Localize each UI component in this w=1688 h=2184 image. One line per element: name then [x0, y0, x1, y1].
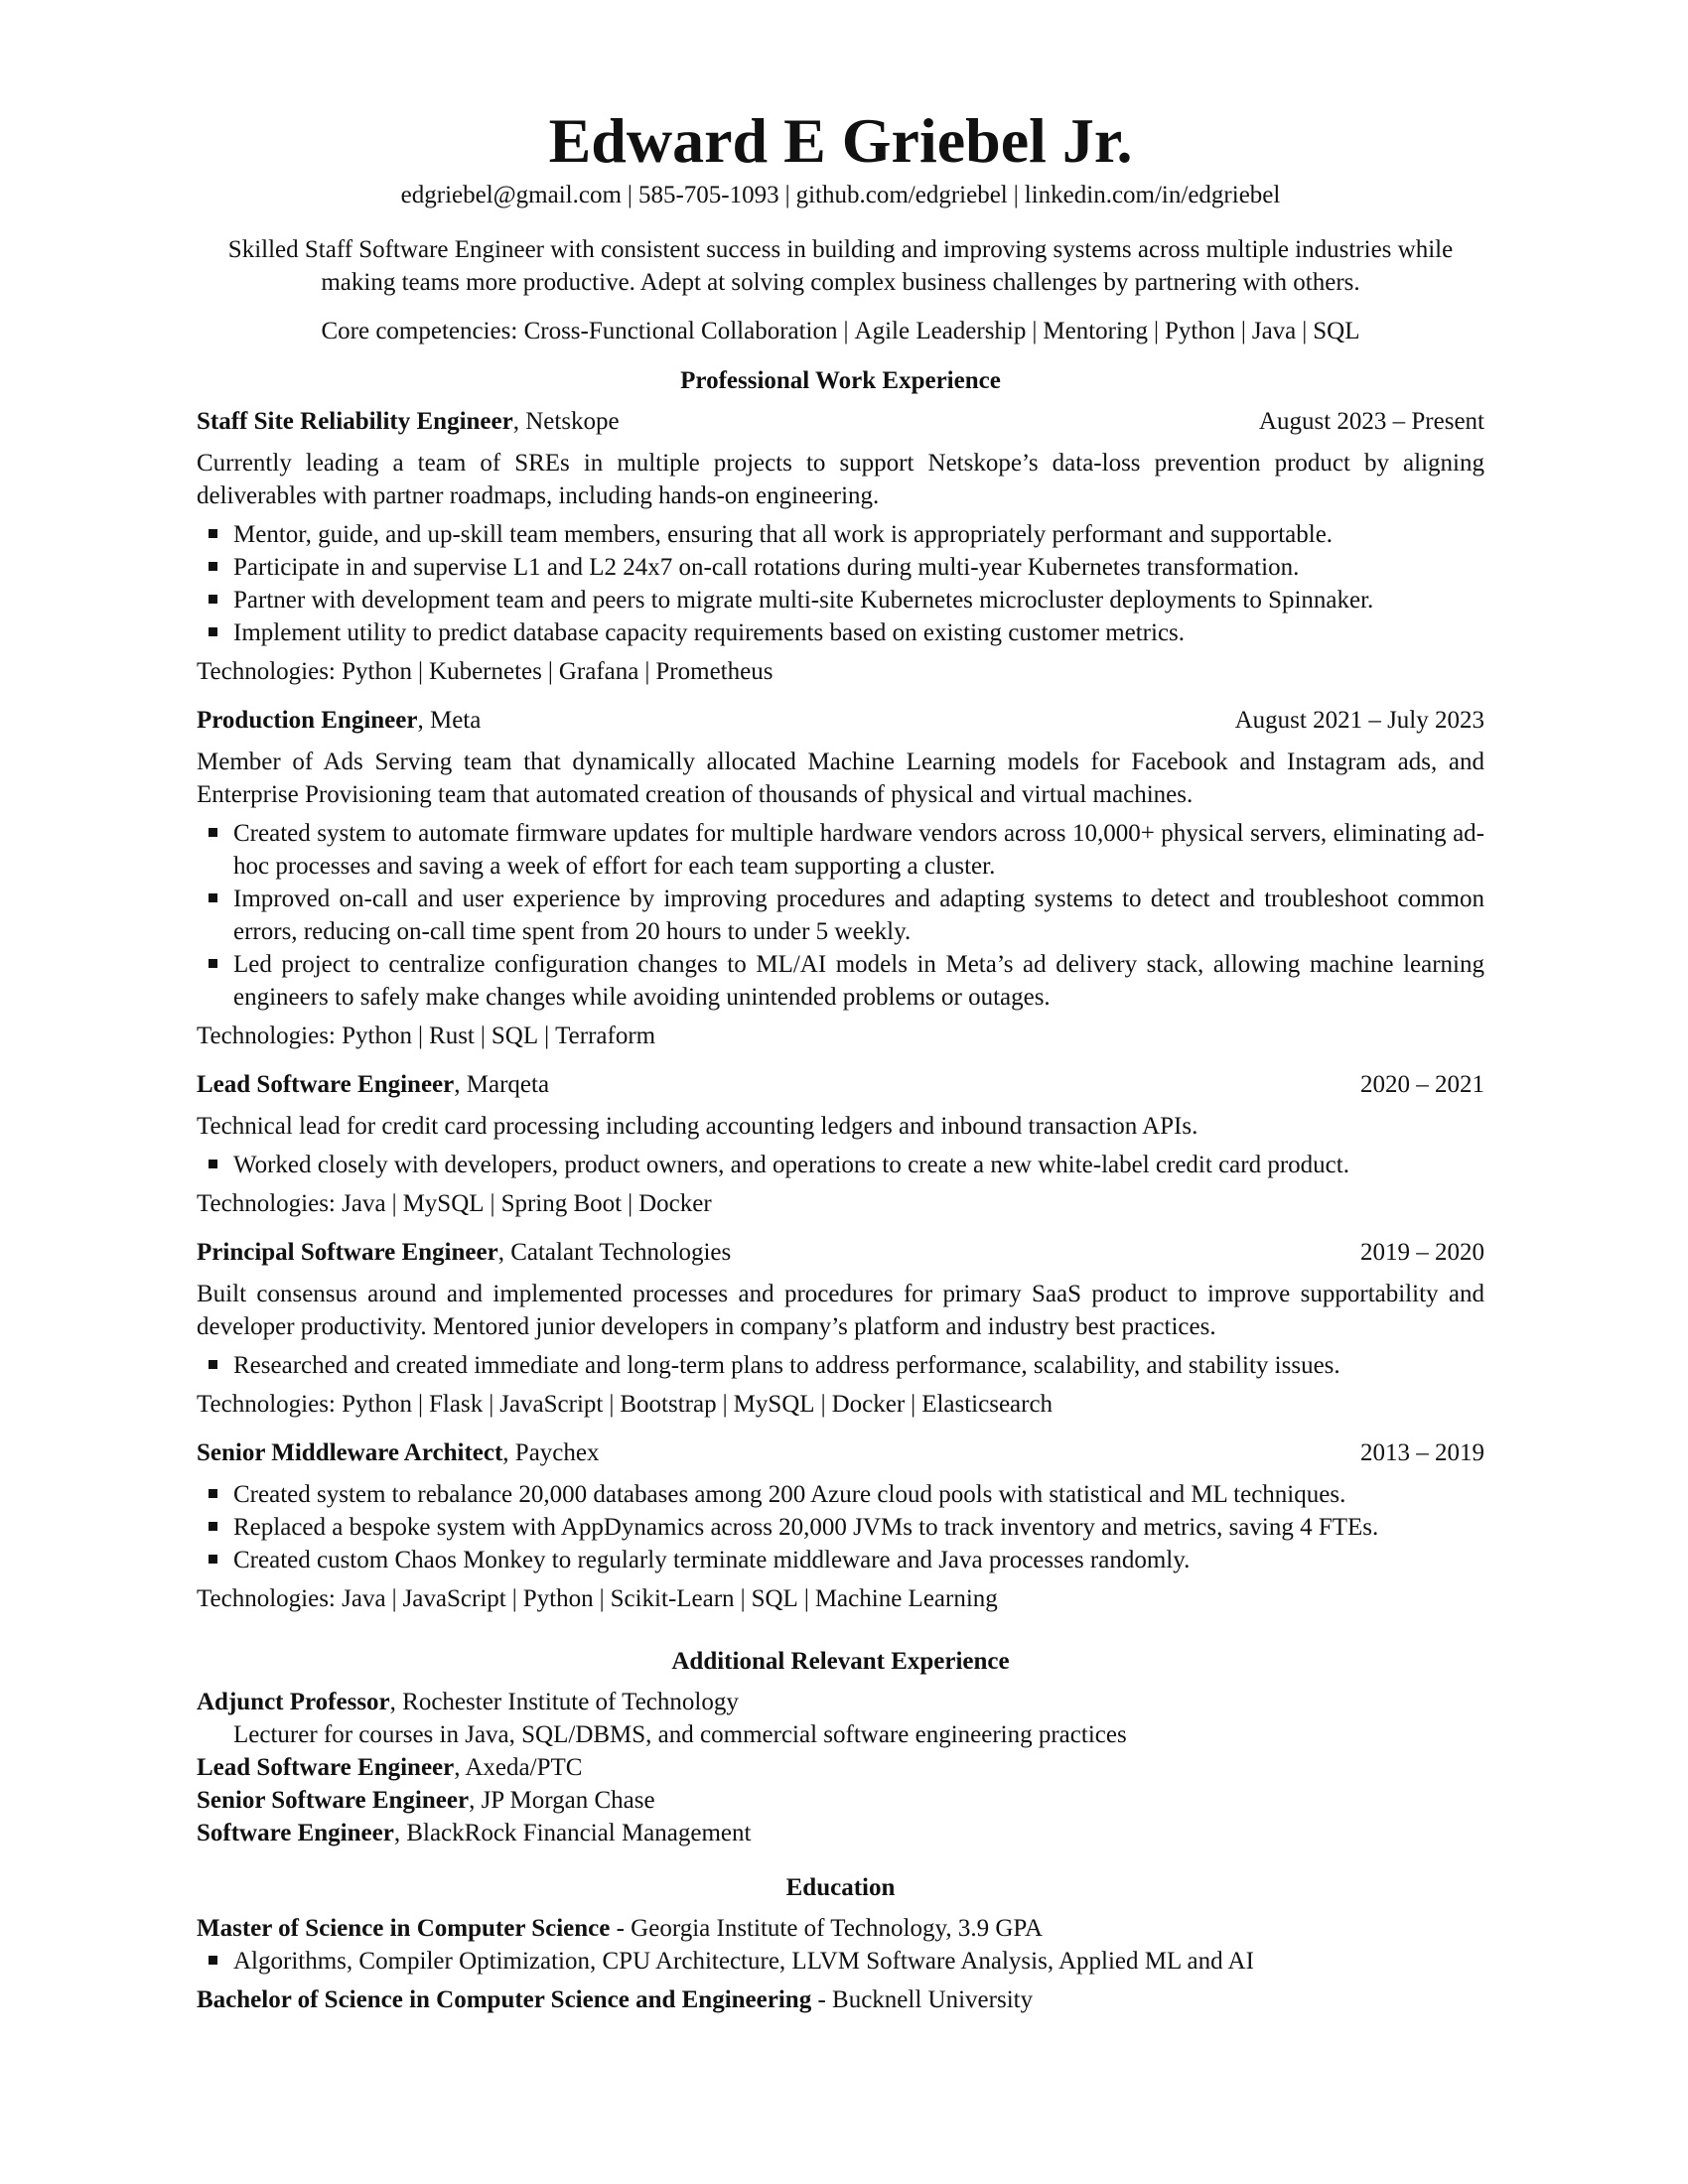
technologies-line	[197, 1582, 1484, 1615]
technology: MySQL	[402, 1190, 485, 1217]
degree-entry	[197, 1983, 1484, 2016]
technology: Docker	[638, 1190, 712, 1217]
technologies-label: Technologies:	[197, 1391, 336, 1418]
separator: |	[627, 182, 633, 208]
bullet-list	[197, 817, 1484, 1014]
additional-item	[197, 1817, 1484, 1849]
job-role	[197, 1436, 600, 1469]
coursework: Algorithms, Compiler Optimization, CPU Architecture, LLVM Software Analysis, Applied ML and AI	[233, 1948, 1254, 1975]
bullet-item	[233, 948, 1484, 1014]
job-header	[197, 1436, 1484, 1469]
bullet-text: Replaced a bespoke system with AppDynamics across 20,000 JVMs to track inventory and metrics, saving 4 FTEs.	[233, 1514, 1379, 1541]
job-entry	[197, 1068, 1484, 1220]
summary: Skilled Staff Software Engineer with consistent success in building and improving systems across multiple industries while making teams more productive. Adept at solving complex business challenges by partnering with others.	[227, 236, 1454, 296]
technology: JavaScript	[499, 1391, 604, 1418]
job-title: Lead Software Engineer	[197, 1071, 455, 1098]
bullet-item	[233, 518, 1484, 551]
technology: JavaScript	[402, 1585, 506, 1612]
contact-line	[197, 179, 1484, 211]
job-header	[197, 1068, 1484, 1101]
technology: Python	[342, 1391, 412, 1418]
technology: Flask	[429, 1391, 484, 1418]
square-bullet-icon	[209, 1555, 217, 1564]
bullet-item	[233, 1544, 1484, 1576]
bullet-text: Partner with development team and peers to migrate multi-site Kubernetes microcluster deployments to Spinnaker.	[233, 587, 1374, 614]
competency: Python	[1164, 318, 1235, 344]
technology: MySQL	[733, 1391, 815, 1418]
bullet-item	[233, 1945, 1484, 1978]
square-bullet-icon	[209, 529, 217, 538]
separator: |	[418, 658, 424, 685]
job-description: Member of Ads Serving team that dynamically allocated Machine Learning models for Facebook and Instagram ads, and Enterprise Provisioning team that automated creation of thousands of physical and virtual machines.	[197, 749, 1484, 808]
job-role	[197, 1068, 549, 1101]
job-entry	[197, 1436, 1484, 1615]
bullet-list	[197, 1149, 1484, 1181]
job-header	[197, 1236, 1484, 1269]
bullet-item	[233, 584, 1484, 616]
separator: |	[911, 1391, 916, 1418]
square-bullet-icon	[209, 1956, 217, 1965]
technology: SQL	[751, 1585, 798, 1612]
bullet-text: Led project to centralize configuration changes to ML/AI models in Meta’s ad delivery stack, allowing machine learning engineers to safely make changes while avoiding unintended problems or outages.	[233, 951, 1484, 1011]
bullet-item	[233, 817, 1484, 883]
square-bullet-icon	[209, 562, 217, 571]
phone[interactable]: 585-705-1093	[637, 182, 779, 208]
separator: |	[480, 1023, 486, 1049]
square-bullet-icon	[209, 1489, 217, 1498]
separator: |	[1153, 318, 1159, 344]
technology: Bootstrap	[620, 1391, 717, 1418]
job-description: Built consensus around and implemented processes and procedures for primary SaaS product to improve supportability and developer productivity. Mentored junior developers in company’s platform and industry best practices.	[197, 1281, 1484, 1340]
bullet-item	[233, 1511, 1484, 1544]
technology: Docker	[831, 1391, 906, 1418]
separator: |	[843, 318, 849, 344]
bullet-list	[197, 1349, 1484, 1382]
technology: Java	[342, 1190, 386, 1217]
job-role	[197, 405, 620, 438]
technologies-line	[197, 1020, 1484, 1052]
competencies-list	[524, 318, 1360, 344]
separator: |	[511, 1585, 517, 1612]
square-bullet-icon	[209, 828, 217, 837]
github-link[interactable]: github.com/edgriebel	[795, 182, 1008, 208]
technologies-label: Technologies:	[197, 1190, 336, 1217]
additional-item	[197, 1784, 1484, 1817]
organization: , Rochester Institute of Technology	[389, 1689, 739, 1715]
technology: Kubernetes	[429, 658, 542, 685]
bullet-item	[233, 616, 1484, 649]
organization: , JP Morgan Chase	[469, 1787, 655, 1814]
square-bullet-icon	[209, 1522, 217, 1531]
job-header	[197, 704, 1484, 737]
company-name: , Paychex	[502, 1439, 600, 1466]
bullet-text: Mentor, guide, and up-skill team members, ensuring that all work is appropriately performant and supportable.	[233, 521, 1334, 548]
competency: Agile Leadership	[854, 318, 1027, 344]
bullet-item	[233, 1149, 1484, 1181]
job-dates: August 2021 – July 2023	[1234, 707, 1484, 734]
bullet-item	[233, 551, 1484, 584]
technologies-line	[197, 655, 1484, 688]
technology: Python	[342, 1023, 412, 1049]
section-title-experience: Professional Work Experience	[680, 367, 1001, 394]
organization: , BlackRock Financial Management	[393, 1820, 752, 1846]
competency: Mentoring	[1043, 318, 1148, 344]
separator: |	[489, 1391, 494, 1418]
technology: Python	[522, 1585, 594, 1612]
separator: |	[547, 658, 553, 685]
separator: |	[490, 1190, 495, 1217]
separator: |	[609, 1391, 615, 1418]
technologies-label: Technologies:	[197, 1023, 336, 1049]
bullet-text: Created system to rebalance 20,000 databases among 200 Azure cloud pools with statistical and ML techniques.	[233, 1481, 1346, 1508]
job-title: Production Engineer	[197, 707, 418, 734]
square-bullet-icon	[209, 1160, 217, 1168]
email[interactable]: edgriebel@gmail.com	[400, 182, 622, 208]
separator: |	[722, 1391, 728, 1418]
job-title: Staff Site Reliability Engineer	[197, 408, 513, 435]
candidate-name: Edward E Griebel Jr.	[548, 105, 1133, 176]
degree-entry	[197, 1912, 1484, 1945]
job-header	[197, 405, 1484, 438]
job-entry	[197, 704, 1484, 1052]
separator: |	[391, 1190, 397, 1217]
technology: Java	[342, 1585, 386, 1612]
competency: Cross-Functional Collaboration	[523, 318, 838, 344]
job-dates: 2013 – 2019	[1360, 1439, 1484, 1466]
role-title: Software Engineer	[197, 1820, 394, 1846]
separator: |	[599, 1585, 605, 1612]
bullet-text: Created system to automate firmware updates for multiple hardware vendors across 10,000+ physical servers, eliminating ad-hoc processes and saving a week of effort for each team supporting a cluster.	[233, 820, 1484, 880]
job-title: Senior Middleware Architect	[197, 1439, 503, 1466]
competency: Java	[1251, 318, 1297, 344]
additional-item	[197, 1751, 1484, 1784]
technology: Grafana	[558, 658, 639, 685]
role-title: Adjunct Professor	[197, 1689, 390, 1715]
separator: |	[784, 182, 790, 208]
company-name: , Catalant Technologies	[497, 1239, 732, 1266]
technologies-label: Technologies:	[197, 1585, 336, 1612]
separator: |	[1240, 318, 1246, 344]
bullet-text: Created custom Chaos Monkey to regularly terminate middleware and Java processes randomly.	[233, 1547, 1191, 1573]
square-bullet-icon	[209, 893, 217, 902]
technology: Spring Boot	[500, 1190, 623, 1217]
square-bullet-icon	[209, 627, 217, 636]
bullet-item	[233, 1478, 1484, 1511]
square-bullet-icon	[209, 1360, 217, 1369]
technologies-label: Technologies:	[197, 658, 336, 685]
job-dates: August 2023 – Present	[1258, 408, 1484, 435]
education-list	[197, 1912, 1484, 2016]
competency: SQL	[1313, 318, 1360, 344]
separator: |	[418, 1391, 424, 1418]
square-bullet-icon	[209, 595, 217, 604]
technology: Elasticsearch	[921, 1391, 1054, 1418]
separator: |	[803, 1585, 809, 1612]
technology: Scikit-Learn	[610, 1585, 735, 1612]
additional-item	[197, 1686, 1484, 1718]
role-detail: Lecturer for courses in Java, SQL/DBMS, and commercial software engineering practices	[233, 1721, 1127, 1748]
technology: Machine Learning	[814, 1585, 998, 1612]
separator: |	[628, 1190, 633, 1217]
additional-experience-list	[197, 1686, 1484, 1849]
section-title-additional: Additional Relevant Experience	[671, 1648, 1010, 1675]
technology: Prometheus	[655, 658, 774, 685]
degree-name: Master of Science in Computer Science	[197, 1915, 611, 1942]
bullet-list	[197, 1478, 1484, 1576]
separator: |	[1013, 182, 1019, 208]
separator: |	[1032, 318, 1038, 344]
job-role	[197, 1236, 731, 1269]
school-name: - Georgia Institute of Technology, 3.9 GPA	[610, 1915, 1044, 1942]
role-title: Lead Software Engineer	[197, 1754, 455, 1781]
company-name: , Marqeta	[454, 1071, 550, 1098]
degree-name: Bachelor of Science in Computer Science and Engineering	[197, 1986, 812, 2013]
bullet-text: Worked closely with developers, product owners, and operations to create a new white-label credit card product.	[233, 1152, 1349, 1178]
job-dates: 2019 – 2020	[1360, 1239, 1484, 1266]
separator: |	[1302, 318, 1308, 344]
role-title: Senior Software Engineer	[197, 1787, 470, 1814]
technology: Rust	[429, 1023, 475, 1049]
bullet-text: Participate in and supervise L1 and L2 24x7 on-call rotations during multi-year Kubernetes transformation.	[233, 554, 1300, 581]
technologies-line	[197, 1187, 1484, 1220]
company-name: , Netskope	[512, 408, 620, 435]
job-entry	[197, 1236, 1484, 1421]
separator: |	[740, 1585, 746, 1612]
job-description: Currently leading a team of SREs in multiple projects to support Netskope’s data-loss prevention product by aligning deliverables with partner roadmaps, including hands-on engineering.	[197, 450, 1484, 509]
technologies-line	[197, 1388, 1484, 1421]
separator: |	[418, 1023, 424, 1049]
competencies-label: Core competencies:	[321, 318, 518, 344]
bullet-text: Implement utility to predict database capacity requirements based on existing customer metrics.	[233, 619, 1186, 646]
separator: |	[391, 1585, 397, 1612]
separator: |	[544, 1023, 550, 1049]
company-name: , Meta	[417, 707, 482, 734]
bullet-item	[233, 1349, 1484, 1382]
section-title-education: Education	[785, 1874, 896, 1901]
job-role	[197, 704, 481, 737]
job-title: Principal Software Engineer	[197, 1239, 498, 1266]
technology: Terraform	[555, 1023, 656, 1049]
bullet-text: Researched and created immediate and long-term plans to address performance, scalability, and stability issues.	[233, 1352, 1340, 1379]
separator: |	[644, 658, 650, 685]
technology: SQL	[491, 1023, 539, 1049]
technology: Python	[342, 658, 412, 685]
job-description: Technical lead for credit card processing including accounting ledgers and inbound transaction APIs.	[197, 1113, 1198, 1140]
job-dates: 2020 – 2021	[1360, 1071, 1484, 1098]
bullet-list	[197, 518, 1484, 649]
organization: , Axeda/PTC	[454, 1754, 583, 1781]
job-list	[197, 405, 1484, 1615]
school-name: - Bucknell University	[811, 1986, 1034, 2013]
bullet-item	[233, 883, 1484, 948]
core-competencies	[197, 315, 1484, 347]
bullet-text: Improved on-call and user experience by improving procedures and adapting systems to detect and troubleshoot common errors, reducing on-call time spent from 20 hours to under 5 weekly.	[233, 886, 1484, 945]
job-entry	[197, 405, 1484, 688]
separator: |	[820, 1391, 826, 1418]
bullet-list	[197, 1945, 1484, 1978]
square-bullet-icon	[209, 959, 217, 968]
linkedin-link[interactable]: linkedin.com/in/edgriebel	[1024, 182, 1281, 208]
